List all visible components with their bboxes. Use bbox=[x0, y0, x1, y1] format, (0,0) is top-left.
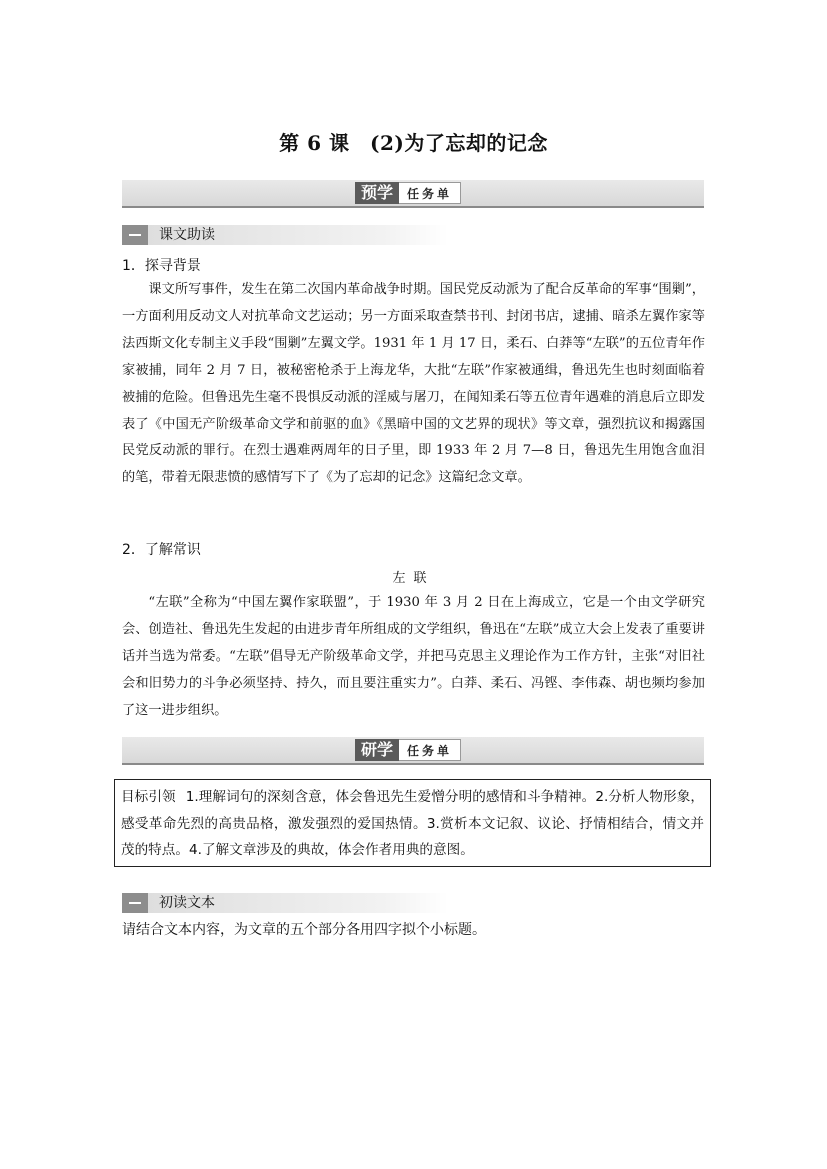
goals-label: 目标引领 bbox=[121, 789, 176, 805]
background-paragraph: 课文所写事件，发生在第二次国内革命战争时期。国民党反动派为了配合反革命的军事“围剿”，一方面利用反动文人对抗革命文艺运动；另一方面采取查禁书刊、封闭书店，逮捕、暗杀左翼作家等法西斯文化专制主义手段“围剿”左翼文学。1931 年 1 月 17 日，柔石、白莽等“左联”的五位青年作家被捕，同年 2 月 7 日，被秘密枪杀于上海龙华，大批“左联”作家被通缉，鲁迅先生也时刻面临着被捕的危险。但鲁迅先生毫不畏惧反动派的淫威与屠刀，在闻知柔石等五位青年遇难的消息后立即发表了《中国无产阶级革命文学和前驱的血》《黑暗中国的文艺界的现状》等文章，强烈抗议和揭露国民党反动派的罪行。在烈士遇难两周年的日子里，即 1933 年 2 月 7—8 日，鲁迅先生用饱含血泪的笔，带着无限悲愤的感情写下了《为了忘却的记念》这篇纪念文章。 bbox=[122, 282, 705, 486]
preview-task-band bbox=[122, 180, 704, 208]
item-title-background: 1．探寻背景 bbox=[122, 258, 201, 274]
section-label: 课文助读 bbox=[159, 227, 215, 243]
task-prompt: 请结合文本内容，为文章的五个部分各用四字拟个小标题。 bbox=[122, 922, 486, 938]
section-header-reading-guide bbox=[122, 225, 448, 245]
section-dash-icon bbox=[122, 225, 148, 245]
study-task-label bbox=[355, 739, 461, 761]
study-keyword: 研学 bbox=[355, 739, 399, 761]
item-title-knowledge: 2．了解常识 bbox=[122, 542, 201, 558]
preview-tag: 任务单 bbox=[399, 182, 461, 204]
section-label: 初读文本 bbox=[159, 895, 215, 911]
preview-keyword: 预学 bbox=[355, 182, 399, 204]
preview-task-label bbox=[355, 182, 461, 204]
learning-goals-box bbox=[114, 779, 711, 867]
section-dash-icon bbox=[122, 893, 148, 913]
goals-text: 1.理解词句的深刻含意，体会鲁迅先生爱憎分明的感情和斗争精神。2.分析人物形象，感受革命先烈的高贵品格，激发强烈的爱国热情。3.赏析本文记叙、议论、抒情相结合，情文并茂的特点。4.了解文章涉及的典故，体会作者用典的意图。 bbox=[121, 789, 705, 858]
knowledge-paragraph: “左联”全称为“中国左翼作家联盟”，于 1930 年 3 月 2 日在上海成立，它是一个由文学研究会、创造社、鲁迅先生发起的由进步青年所组成的文学组织，鲁迅在“左联”成立大会上发表了重要讲话并当选为常委。“左联”倡导无产阶级革命文学，并把马克思主义理论作为工作方针，主张“对旧社会和旧势力的斗争必须坚持、持久，而且要注重实力”。白莽、柔石、冯铿、李伟森、胡也频均参加了这一进步组织。 bbox=[122, 595, 705, 718]
study-tag: 任务单 bbox=[399, 739, 461, 761]
study-task-band bbox=[122, 737, 704, 765]
knowledge-heading: 左联 bbox=[392, 571, 435, 586]
section-header-first-reading bbox=[122, 893, 448, 913]
page-title: 第 6 课 (2)为了忘却的记念 bbox=[279, 131, 548, 155]
